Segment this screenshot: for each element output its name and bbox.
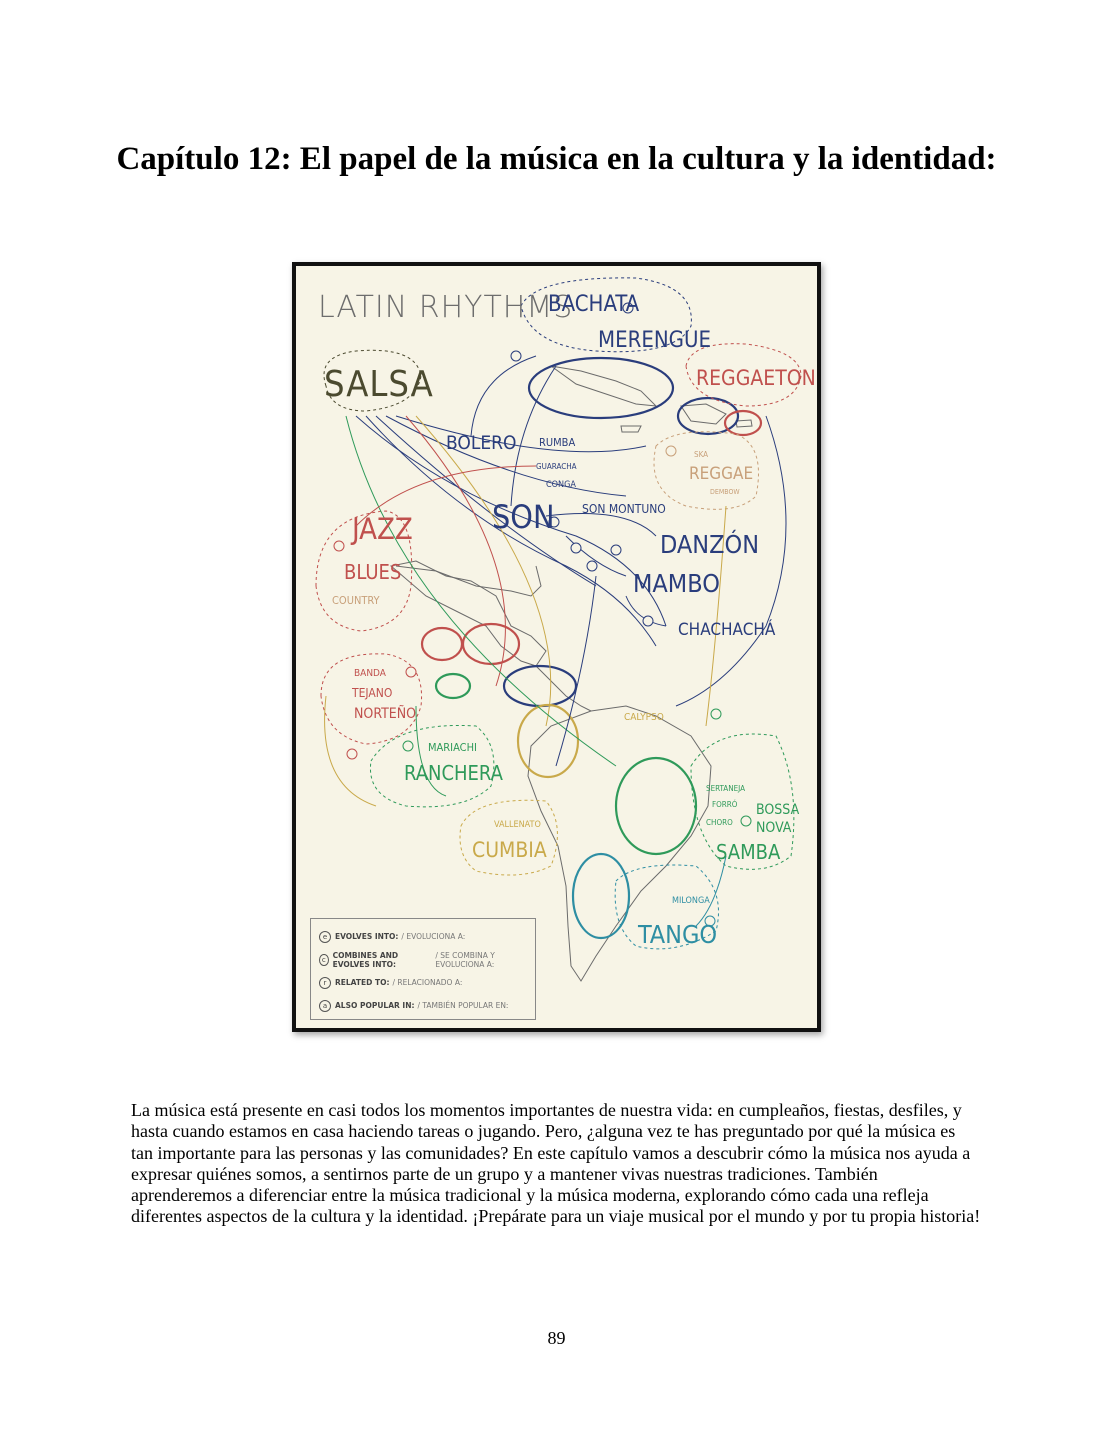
relation-marker [406,667,416,677]
son-to-danzon [546,514,656,537]
chapter-intro-paragraph: La música está presente en casi todos los momentos importantes de nuestra vida: en cumpleaños, fiestas, desfiles, y hasta cuando estamos en casa haciendo tareas o jugando. Pero, ¿alguna vez te has preguntado por qué la música es tan importante para las personas y las comunidades? En este capítulo vamos a descubrir cómo la música nos ayuda a expresar quiénes somos, a sentirnos parte de un grupo y a mantener vivas nuestras tradiciones. También aprenderemos a diferenciar entre la música tradicional y la música moderna, explorando cómo cada una refleja diferentes aspectos de la cultura y la identidad. ¡Prepárate para un viaje musical por el mundo y por tu propia historia! [131,1100,981,1227]
genre-reggae: REGGAE [689,464,754,484]
genre-danzon: DANZÓN [660,530,760,559]
genre-conga: CONGA [546,480,576,490]
genre-mariachi: MARIACHI [428,741,477,754]
genre-dembow: DEMBOW [710,488,740,496]
relation-marker [741,816,751,826]
genre-samba: SAMBA [716,840,781,864]
genre-milonga: MILONGA [672,896,710,906]
relation-marker [711,709,721,719]
genre-blues: BLUES [344,560,402,584]
cuba [551,366,656,406]
genre-banda: BANDA [354,668,386,679]
relation-marker [666,446,676,456]
legend-label-en: EVOLVES INTO: [335,932,399,941]
genre-cumbia: CUMBIA [472,838,547,862]
genre-sertaneja: SERTANEJA [706,784,746,793]
infographic-title: LATIN RHYTHMS [318,290,574,325]
genre-reggaeton: REGGAETON [696,366,816,390]
relation-marker [611,545,621,555]
genre-nova: NOVA [756,820,792,836]
relation-marker [643,616,653,626]
mexico-outline [391,561,546,666]
genre-guaracha: GUARACHA [536,462,577,471]
genre-bossa: BOSSA [756,802,800,818]
legend-row [319,925,527,948]
infographic-legend [310,918,536,1020]
related-to-icon: r [319,977,331,989]
relation-marker [571,543,581,553]
genre-vallenato: VALLENATO [494,820,541,830]
evolves-into-icon: e [319,931,331,943]
legend-label-es: / SE COMBINA Y EVOLUCIONA A: [435,950,495,969]
genre-rumba: RUMBA [539,436,576,449]
mexico-region-green [436,674,470,698]
genre-norteno: NORTEÑO [354,706,417,722]
genre-son: SON [492,498,555,536]
relation-marker [511,351,521,361]
genre-ska: SKA [694,450,709,459]
jamaica [621,426,641,432]
relation-marker [334,541,344,551]
caribbean-to-bolero [471,356,536,436]
legend-row [319,994,527,1017]
genre-salsa: SALSA [324,364,434,405]
puerto-rico-region [725,411,761,435]
genre-jazz: JAZZ [352,512,413,546]
son-to-mambo [566,536,626,576]
legend-label-en: ALSO POPULAR IN: [335,1001,415,1010]
louisiana-region [422,628,462,660]
page-number: 89 [547,1328,566,1348]
genre-son-montuno: SON MONTUNO [582,502,666,516]
hispaniola [681,404,726,424]
chapter-title: Capítulo 12: El papel de la música en la cultura y la identidad: [116,141,997,177]
legend-row [319,971,527,994]
genre-forro: FORRÓ [712,800,738,809]
genre-tejano: TEJANO [352,686,393,700]
legend-label-es: / RELACIONADO A: [392,978,463,987]
genre-mambo: MAMBO [633,569,720,598]
genre-calypso: CALYPSO [624,712,664,723]
relation-marker [347,749,357,759]
salsa-connection [396,416,646,452]
genre-merengue: MERENGUE [598,328,711,353]
combines-and-evolves-icon: c [319,954,329,966]
also-popular-in-icon: a [319,1000,331,1012]
relation-marker [403,741,413,751]
puerto-rico [736,420,752,427]
samba-to-tango [696,856,726,926]
reggaeton-link [676,416,786,706]
brazil-region [616,758,696,854]
legend-label-es: / TAMBIÉN POPULAR EN: [417,1001,509,1010]
genre-bachata: BACHATA [548,292,640,317]
genre-tango: TANGO [638,920,718,949]
legend-row [319,948,527,971]
genre-ranchera: RANCHERA [404,761,503,785]
cuba-region-small [463,624,519,664]
legend-label-en: RELATED TO: [335,978,390,987]
latin-rhythms-infographic [292,262,821,1032]
genre-bolero: BOLERO [446,432,517,454]
genre-choro: CHORO [706,818,733,827]
caribbean-region-navy [529,358,673,418]
relation-marker [587,561,597,571]
legend-label-es: / EVOLUCIONA A: [401,932,466,941]
genre-country: COUNTRY [332,594,380,607]
genre-chachacha: CHACHACHÁ [678,620,776,640]
legend-label-en: COMBINES AND EVOLVES INTO: [332,950,399,969]
